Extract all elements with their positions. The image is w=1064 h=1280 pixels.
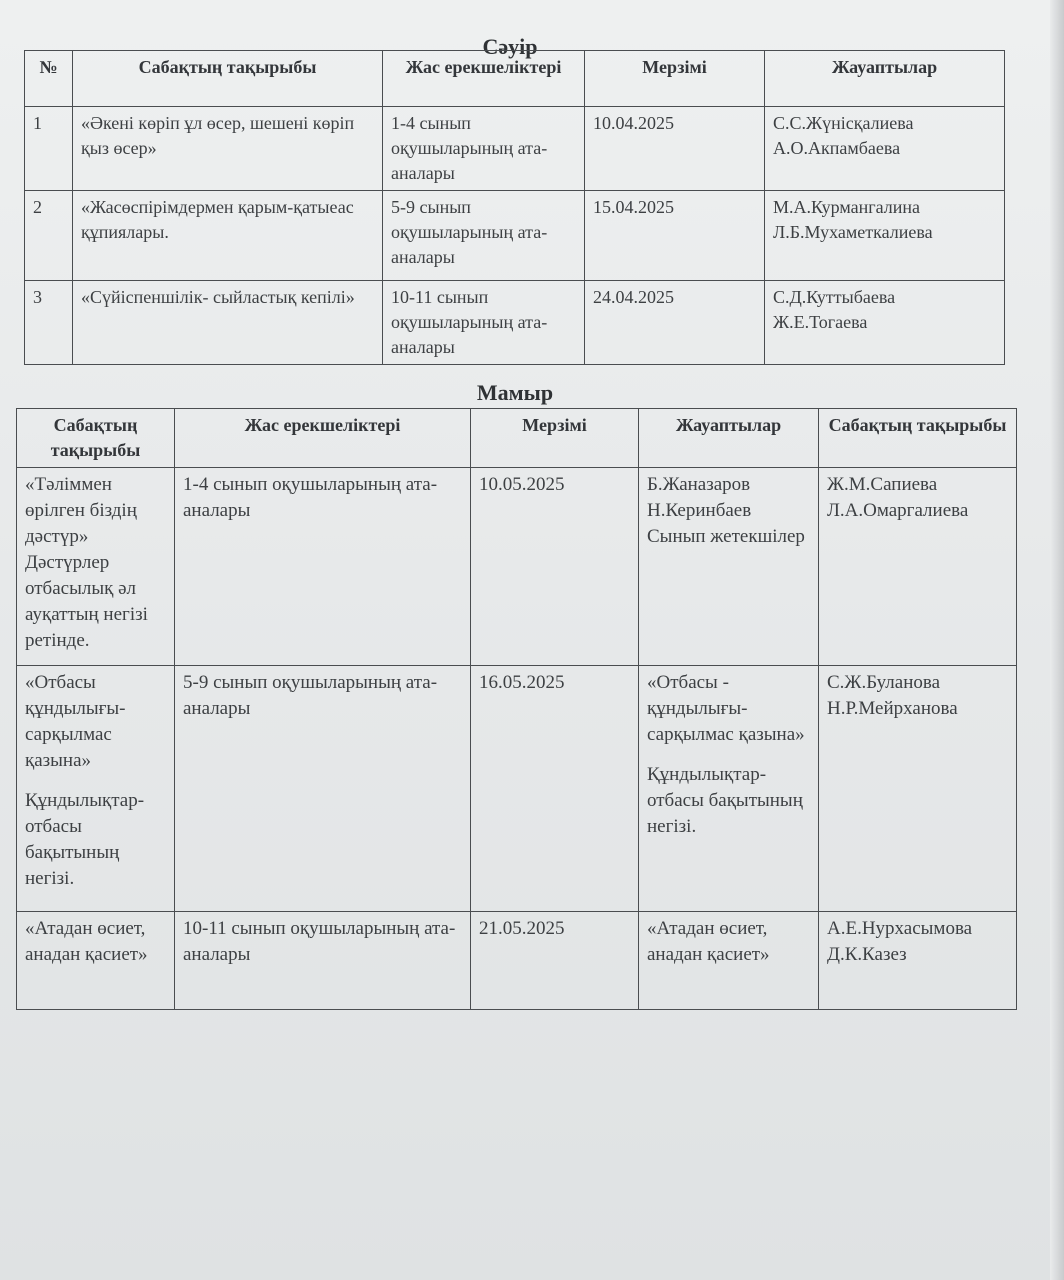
row-names (819, 666, 1017, 912)
row-topic: «Жасөспірімдермен қарым-қатыеас құпиялары. (73, 191, 383, 281)
responsible-name: Ж.М.Сапиева (827, 474, 938, 495)
may-schedule-table (16, 408, 1017, 1010)
row-age: 10-11 сынып оқушыларының ата-аналары (383, 281, 585, 365)
row-responsible (765, 191, 1005, 281)
header-number: № (25, 51, 73, 107)
header-age: Жас ерекшеліктері (383, 51, 585, 107)
responsible-name: М.А.Курмангалина (773, 197, 921, 217)
header-date: Мерзімі (585, 51, 765, 107)
row-date: 24.04.2025 (585, 281, 765, 365)
responsible-name: Д.К.Казез (827, 944, 907, 965)
row-topic: «Атадан өсиет, анадан қасиет» (17, 912, 175, 1010)
responsible-name: Ж.Е.Тогаева (773, 312, 868, 332)
row-date: 21.05.2025 (471, 912, 639, 1010)
row-date: 15.04.2025 (585, 191, 765, 281)
topic-title: «Отбасы құндылығы-сарқылмас қазына» (25, 672, 126, 771)
header-topic: Сабақтың тақырыбы (17, 409, 175, 468)
row-topic: «Әкені көріп ұл өсер, шешені көріп қыз өсер» (73, 107, 383, 191)
row-age: 1-4 сынып оқушыларының ата-аналары (175, 468, 471, 666)
row-topic: «Сүйіспеншілік- сыйластық кепілі» (73, 281, 383, 365)
row-responsible (639, 666, 819, 912)
row-responsible: «Атадан өсиет, анадан қасиет» (639, 912, 819, 1010)
row-number: 2 (25, 191, 73, 281)
responsible-name: С.Ж.Буланова (827, 672, 941, 693)
table-row (17, 912, 1017, 1010)
table-row (17, 666, 1017, 912)
row-age: 1-4 сынып оқушыларының ата-аналары (383, 107, 585, 191)
april-section-title: Сәуір (482, 34, 538, 59)
table-header-row (25, 51, 1005, 107)
row-topic: «Тәліммен өрілген біздің дәстүр» Дәстүрлер отбасылық әл ауқаттың негізі ретінде. (17, 468, 175, 666)
april-schedule-table (24, 50, 1005, 365)
responsible-name: А.О.Акпамбаева (773, 138, 901, 158)
row-age: 10-11 сынып оқушыларының ата-аналары (175, 912, 471, 1010)
row-number: 1 (25, 107, 73, 191)
header-age: Жас ерекшеліктері (175, 409, 471, 468)
topic-title: «Отбасы - құндылығы-сарқылмас қазына» (647, 672, 805, 745)
row-responsible (765, 107, 1005, 191)
table-row (17, 468, 1017, 666)
topic-subtitle: Құндылықтар-отбасы бақытының негізі. (647, 764, 803, 837)
row-topic (17, 666, 175, 912)
row-date: 10.05.2025 (471, 468, 639, 666)
header-date: Мерзімі (471, 409, 639, 468)
responsible-name: С.Д.Куттыбаева (773, 287, 896, 307)
table-row (25, 191, 1005, 281)
row-responsible: Б.Жаназаров Н.Керинбаев Сынып жетекшілер (639, 468, 819, 666)
header-topic-repeat: Сабақтың тақырыбы (819, 409, 1017, 468)
row-number: 3 (25, 281, 73, 365)
row-responsible (765, 281, 1005, 365)
row-age: 5-9 сынып оқушыларының ата-аналары (175, 666, 471, 912)
header-responsible: Жауаптылар (765, 51, 1005, 107)
responsible-name: Л.А.Омаргалиева (827, 500, 969, 521)
responsible-name: С.С.Жүнісқалиева (773, 113, 914, 133)
row-age: 5-9 сынып оқушыларының ата-аналары (383, 191, 585, 281)
row-names (819, 468, 1017, 666)
header-topic: Сабақтың тақырыбы (73, 51, 383, 107)
row-names (819, 912, 1017, 1010)
may-section-title: Мамыр (476, 380, 554, 405)
topic-subtitle: Құндылықтар-отбасы бақытының негізі. (25, 790, 145, 889)
table-header-row (17, 409, 1017, 468)
page-edge-shadow (1050, 0, 1064, 1280)
row-date: 16.05.2025 (471, 666, 639, 912)
table-row (25, 281, 1005, 365)
responsible-name: Л.Б.Мухаметкалиева (773, 222, 933, 242)
responsible-name: А.Е.Нурхасымова (827, 918, 973, 939)
responsible-name: Н.Р.Мейрханова (827, 698, 958, 719)
table-row (25, 107, 1005, 191)
header-responsible: Жауаптылар (639, 409, 819, 468)
row-date: 10.04.2025 (585, 107, 765, 191)
